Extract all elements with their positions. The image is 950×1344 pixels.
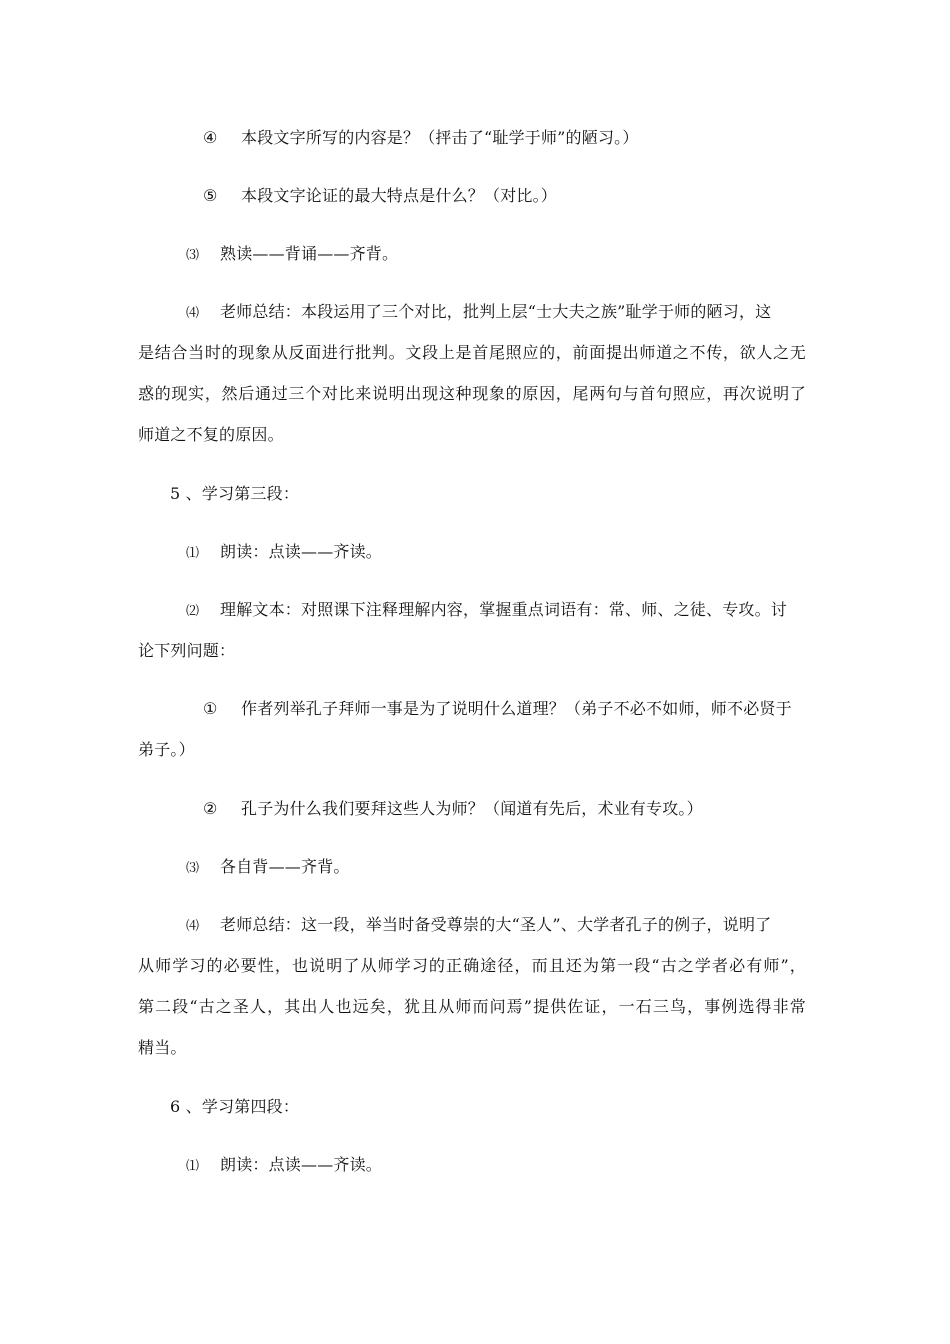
summary-text: 老师总结：这一段，举当时备受尊崇的大“圣人”、大学者孔子的例子，说明了 [220, 915, 772, 934]
step-item [186, 857, 350, 879]
section-heading: 5 、学习第三段： [170, 484, 300, 503]
list-marker: ② [203, 799, 218, 818]
step-item [186, 542, 382, 564]
list-marker: ⑴ [186, 546, 200, 561]
summary-paragraph-first-line [186, 915, 771, 937]
summary-paragraph-line: 是结合当时的现象从反面进行批判。文段上是首尾照应的，前面提出师道之不传，欲人之无 [138, 343, 806, 362]
summary-paragraph-line: 惑的现实，然后通过三个对比来说明出现这种现象的原因，尾两句与首句照应，再次说明了 [138, 384, 806, 403]
step-item [186, 244, 398, 266]
list-marker: ④ [203, 128, 218, 147]
step-text: 理解文本：对照课下注释理解内容，掌握重点词语有：常、师、之徒、专攻。讨 [220, 600, 788, 619]
list-marker: ⑷ [186, 306, 200, 321]
question-text: 本段文字所写的内容是？（抨击了“耻学于师”的陋习。） [241, 128, 639, 147]
question-text: 孔子为什么我们要拜这些人为师？（闻道有先后，术业有专攻。） [241, 799, 703, 818]
question-item-5 [203, 186, 557, 206]
list-marker: ⑷ [186, 919, 200, 934]
step-text: 各自背——齐背。 [220, 857, 350, 876]
step-item [186, 1155, 382, 1177]
summary-paragraph-line: 师道之不复的原因。 [138, 425, 284, 444]
question-text-continued: 弟子。） [138, 740, 195, 759]
summary-paragraph-line: 第二段“古之圣人，其出人也远矣，犹且从师而问焉”提供佐证，一石三鸟，事例选得非常 [138, 997, 806, 1016]
question-item-1 [203, 699, 792, 719]
summary-paragraph-line: 从师学习的必要性，也说明了从师学习的正确途径，而且还为第一段“古之学者必有师”， [138, 956, 806, 975]
step-item [186, 600, 787, 622]
step-text: 朗读：点读——齐读。 [220, 1155, 383, 1174]
list-marker: ⑶ [186, 248, 200, 263]
step-text-continued: 论下列问题： [138, 641, 236, 660]
list-marker: ⑶ [186, 861, 200, 876]
list-marker: ⑴ [186, 1159, 200, 1174]
section-heading: 6 、学习第四段： [170, 1097, 300, 1116]
question-item-4 [203, 128, 639, 148]
summary-text: 老师总结：本段运用了三个对比，批判上层“士大夫之族”耻学于师的陋习，这 [220, 302, 772, 321]
list-marker: ⑵ [186, 604, 200, 619]
question-item-2 [203, 799, 703, 819]
question-text: 本段文字论证的最大特点是什么？（对比。） [241, 186, 558, 205]
summary-paragraph-first-line [186, 302, 771, 324]
step-text: 熟读——背诵——齐背。 [220, 244, 399, 263]
summary-paragraph-line: 精当。 [138, 1038, 187, 1057]
question-text: 作者列举孔子拜师一事是为了说明什么道理？（弟子不必不如师，师不必贤于 [241, 699, 792, 718]
list-marker: ① [203, 699, 218, 718]
list-marker: ⑤ [203, 186, 218, 205]
step-text: 朗读：点读——齐读。 [220, 542, 383, 561]
